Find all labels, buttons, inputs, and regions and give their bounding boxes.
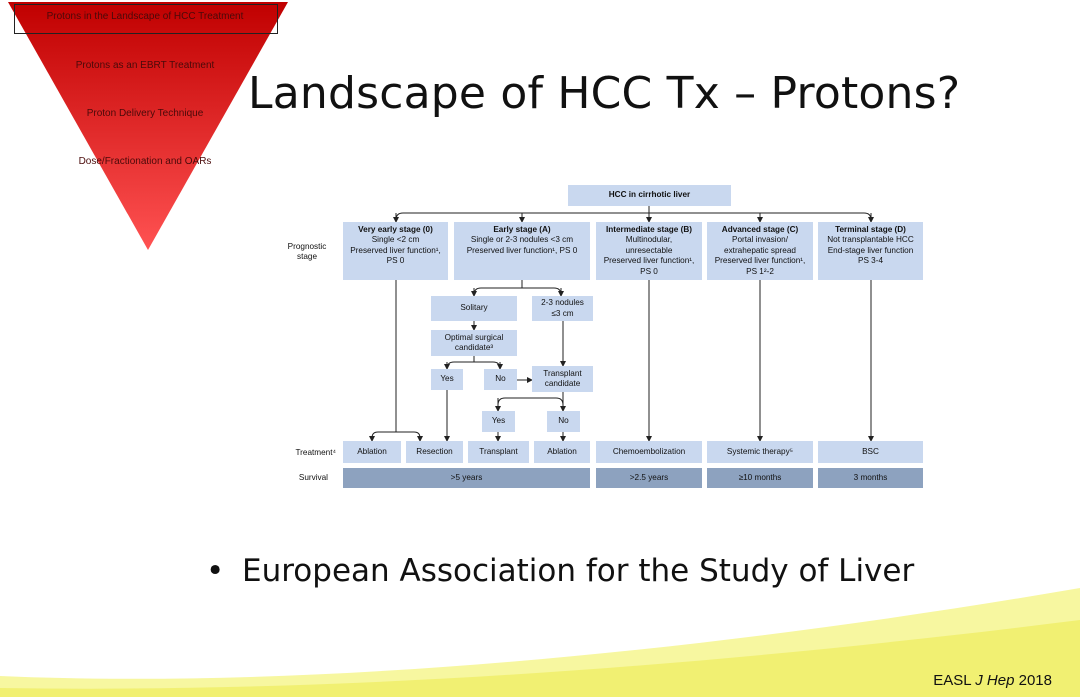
stage-line: End-stage liver function xyxy=(827,245,914,255)
transplant-candidate-line: Transplant xyxy=(543,368,582,378)
treatment-chemoembolization: Chemoembolization xyxy=(596,441,702,463)
treatment-ablation-1: Ablation xyxy=(343,441,401,463)
nav-item-landscape[interactable]: Protons in the Landscape of HCC Treatment xyxy=(46,11,244,22)
yes-box-surgical: Yes xyxy=(431,369,463,390)
optimal-line: candidate³ xyxy=(454,343,494,352)
optimal-surgical-box xyxy=(431,330,517,356)
stage-box-terminal xyxy=(818,222,923,280)
stage-box-very-early xyxy=(343,222,448,280)
citation-year: 2018 xyxy=(1014,672,1052,689)
stage-box-early xyxy=(454,222,590,280)
transplant-candidate-line: candidate xyxy=(544,379,581,388)
stage-title: Very early stage (0) xyxy=(358,225,433,234)
stage-line: PS 3-4 xyxy=(857,256,884,266)
treatment-transplant: Transplant xyxy=(468,441,529,463)
nav-item-ebrt[interactable]: Protons as an EBRT Treatment xyxy=(75,60,215,71)
no-box-transplant: No xyxy=(547,411,580,432)
stage-line: Single or 2-3 nodules <3 cm xyxy=(470,235,574,245)
stage-title: Early stage (A) xyxy=(493,225,551,234)
treatment-ablation-2: Ablation xyxy=(534,441,590,463)
treatment-resection: Resection xyxy=(406,441,463,463)
stage-line: PS 0 xyxy=(640,266,658,276)
stage-line: Preserved liver function¹, xyxy=(714,256,806,266)
prognostic-stage-label: Prognostic stage xyxy=(287,242,327,262)
nodules-box xyxy=(532,296,593,321)
citation-prefix: EASL xyxy=(933,672,976,689)
treatment-bsc: BSC xyxy=(818,441,923,463)
stage-title: Intermediate stage (B) xyxy=(606,225,692,234)
stage-title: Advanced stage (C) xyxy=(721,225,799,234)
stage-line: Preserved liver function¹, PS 0 xyxy=(466,245,578,255)
stage-line: unresectable xyxy=(625,245,673,255)
nav-item-delivery[interactable]: Proton Delivery Technique xyxy=(86,108,204,119)
stage-line: Single <2 cm xyxy=(371,235,420,245)
stage-line: PS 0 xyxy=(386,256,405,266)
stage-title: Terminal stage (D) xyxy=(835,225,906,234)
transplant-candidate-box xyxy=(532,366,593,392)
treatment-systemic-therapy: Systemic therapy⁵ xyxy=(707,441,813,463)
stage-line: Preserved liver function¹, xyxy=(603,256,695,266)
stage-line: PS 1²-2 xyxy=(746,266,774,276)
bullet-item xyxy=(206,553,914,589)
bullet-text: European Association for the Study of Liver xyxy=(242,553,915,589)
optimal-line: Optimal surgical xyxy=(444,332,504,342)
survival-early: >5 years xyxy=(343,468,590,488)
stage-line: extrahepatic spread xyxy=(724,245,796,255)
nodules-line: ≤3 cm xyxy=(551,308,574,318)
citation-journal: J Hep xyxy=(975,672,1015,689)
no-box-surgical: No xyxy=(484,369,517,390)
stage-line: Portal invasion/ xyxy=(732,235,788,245)
stage-line: Not transplantable HCC xyxy=(827,235,914,245)
stage-line: Multinodular, xyxy=(625,235,673,245)
survival-intermediate: >2.5 years xyxy=(596,468,702,488)
treatment-label: Treatment⁴ xyxy=(295,448,336,457)
bullet-dot: • xyxy=(206,553,225,589)
solitary-box: Solitary xyxy=(431,296,517,321)
yes-box-transplant: Yes xyxy=(482,411,515,432)
stage-line: Preserved liver function¹, xyxy=(350,245,441,255)
survival-label: Survival xyxy=(298,473,328,482)
root-label: HCC in cirrhotic liver xyxy=(608,190,691,200)
survival-terminal: 3 months xyxy=(818,468,923,488)
stage-box-intermediate xyxy=(596,222,702,280)
nodules-line: 2-3 nodules xyxy=(541,298,584,308)
slide-title: Landscape of HCC Tx – Protons? xyxy=(248,68,961,119)
nav-item-dose[interactable]: Dose/Fractionation and OARs xyxy=(78,156,212,167)
stage-box-advanced xyxy=(707,222,813,280)
root-box xyxy=(568,185,731,206)
citation xyxy=(933,672,1052,689)
survival-advanced: ≥10 months xyxy=(707,468,813,488)
